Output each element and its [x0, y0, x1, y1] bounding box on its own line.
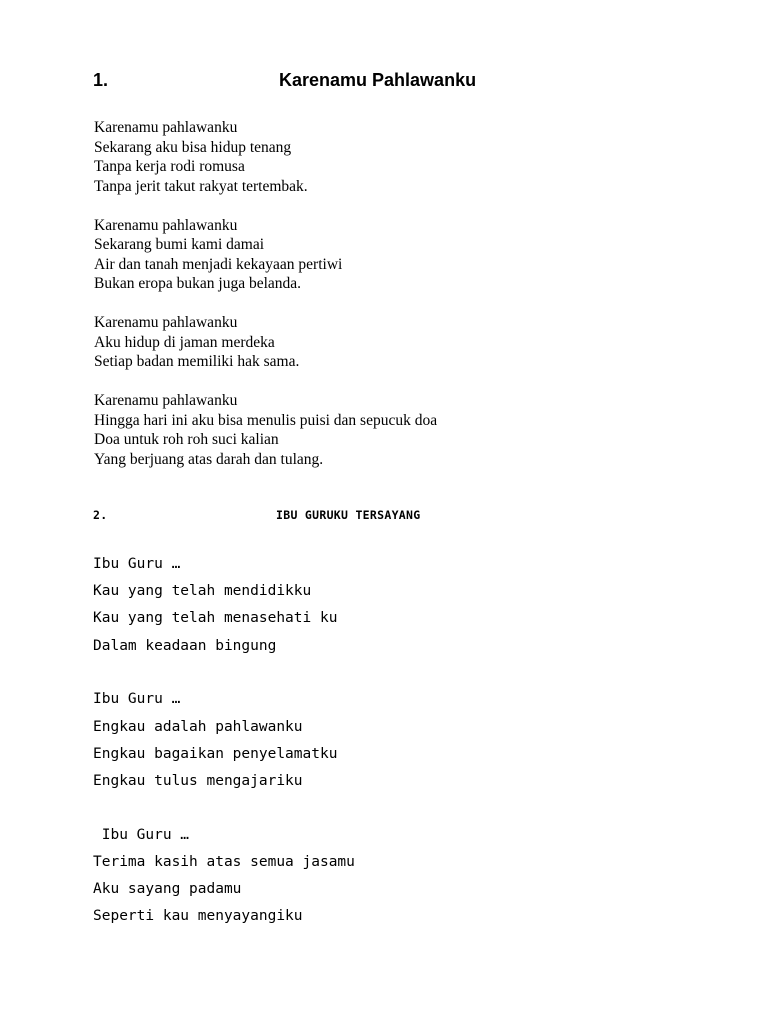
poem-line: Aku sayang padamu — [93, 881, 242, 898]
poem-1-title: Karenamu Pahlawanku — [279, 70, 477, 90]
poem-2-stanza-2 — [93, 686, 733, 795]
poem-line: Doa untuk roh roh suci kalian — [94, 431, 279, 448]
poem-1-number: 1. — [93, 70, 109, 90]
poem-line: Seperti kau menyayangiku — [93, 908, 303, 925]
poem-line: Yang berjuang atas darah dan tulang. — [94, 450, 324, 468]
poem-2-stanza-1 — [93, 551, 733, 660]
poem-1-stanza-2 — [94, 216, 734, 294]
poem-1-stanza-3 — [94, 313, 734, 372]
poem-1-stanza-1 — [94, 118, 734, 196]
poem-line: Hingga hari ini aku bisa menulis puisi dan sepucuk doa — [94, 411, 438, 429]
poem-line: Ibu Guru … — [93, 691, 181, 708]
poem-line: Sekarang aku bisa hidup tenang — [94, 138, 292, 156]
poem-1-heading — [93, 70, 693, 94]
poem-line: Setiap badan memiliki hak sama. — [94, 353, 300, 370]
poem-2-body — [93, 551, 733, 957]
poem-line: Kau yang telah menasehati ku — [93, 610, 338, 627]
poem-line: Karenamu pahlawanku — [94, 119, 238, 136]
poem-line: Aku hidup di jaman merdeka — [94, 333, 275, 351]
poem-2-heading — [93, 508, 693, 526]
poem-line: Air dan tanah menjadi kekayaan pertiwi — [94, 255, 343, 273]
poem-line: Karenamu pahlawanku — [94, 314, 238, 331]
poem-line: Dalam keadaan bingung — [93, 637, 277, 654]
poem-line: Tanpa jerit takut rakyat tertembak. — [94, 177, 308, 195]
poem-1-stanza-4 — [94, 391, 734, 469]
poem-line: Karenamu pahlawanku — [94, 216, 238, 234]
poem-line: Ibu Guru … — [93, 826, 190, 843]
poem-line: Bukan eropa bukan juga belanda. — [94, 275, 302, 292]
poem-2-title: IBU GURUKU TERSAYANG — [276, 508, 421, 522]
poem-line: Karenamu pahlawanku — [94, 392, 238, 409]
poem-1-body — [94, 118, 734, 489]
poem-2-stanza-3 — [93, 822, 733, 931]
poem-line: Engkau tulus mengajariku — [93, 772, 303, 789]
poem-line: Terima kasih atas semua jasamu — [93, 853, 355, 870]
poem-2-number: 2. — [93, 508, 108, 522]
poem-line: Engkau bagaikan penyelamatku — [93, 745, 338, 762]
poem-line: Tanpa kerja rodi romusa — [94, 158, 245, 175]
poem-line: Engkau adalah pahlawanku — [93, 718, 303, 735]
poem-line: Ibu Guru … — [93, 556, 181, 572]
poem-line: Kau yang telah mendidikku — [93, 583, 312, 600]
poem-line: Sekarang bumi kami damai — [94, 236, 265, 253]
